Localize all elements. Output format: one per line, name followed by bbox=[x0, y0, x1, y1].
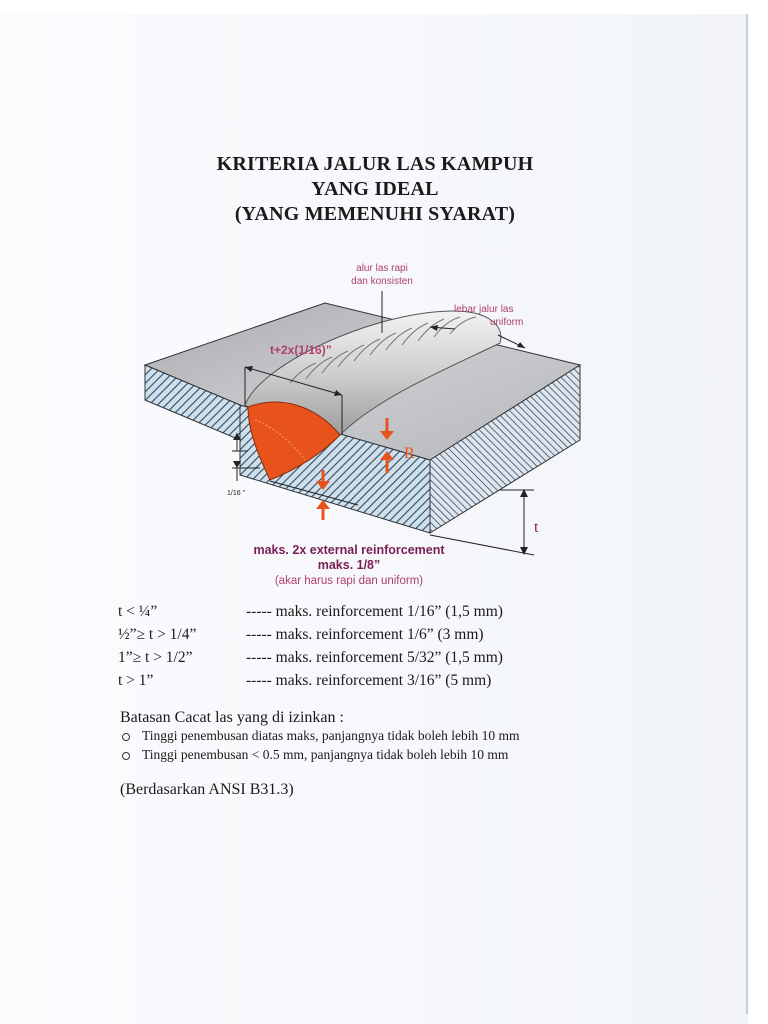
caption-line-1: maks. 2x external reinforcement bbox=[253, 543, 445, 557]
bullet-circle-icon bbox=[122, 752, 130, 760]
defects-heading: Batasan Cacat las yang di izinkan : bbox=[120, 709, 344, 726]
limit-cell: ----- maks. reinforcement 1/16” (1,5 mm) bbox=[246, 603, 503, 620]
limit-cell: ----- maks. reinforcement 5/32” (1,5 mm) bbox=[246, 649, 503, 666]
caption-line-3: (akar harus rapi dan uniform) bbox=[274, 575, 424, 587]
thickness-label: t bbox=[534, 519, 539, 536]
limit-cell: ----- maks. reinforcement 1/6” (3 mm) bbox=[246, 626, 484, 643]
r-label: R bbox=[404, 445, 415, 462]
caption-line-2: maks. 1/8” bbox=[317, 558, 381, 572]
root-dimension-label: 1/16 ” bbox=[227, 490, 245, 497]
bullet-circle-icon bbox=[122, 733, 130, 741]
defect-text: Tinggi penembusan diatas maks, panjangnya tidak boleh lebih 10 mm bbox=[142, 728, 520, 743]
source-reference: (Berdasarkan ANSI B31.3) bbox=[120, 781, 294, 798]
defect-text: Tinggi penembusan < 0.5 mm, panjangnya tidak boleh lebih 10 mm bbox=[142, 747, 509, 762]
thickness-cell: t > 1” bbox=[118, 672, 154, 689]
weld-joint-diagram bbox=[120, 255, 600, 595]
document-title-line-3: (YANG MEMENUHI SYARAT) bbox=[234, 203, 516, 225]
scan-right-margin bbox=[748, 14, 768, 1024]
document-title-line-1: KRITERIA JALUR LAS KAMPUH bbox=[216, 153, 534, 175]
lebar-label-line-2: uniform bbox=[490, 317, 524, 328]
thickness-cell: t < ¼” bbox=[118, 603, 158, 620]
width-formula-label: t+2x(1/16)” bbox=[270, 343, 332, 357]
alur-label-line-2: dan konsisten bbox=[351, 276, 413, 287]
lebar-label-line-1: lebar jalur las bbox=[454, 304, 514, 315]
alur-label-line-1: alur las rapi bbox=[356, 263, 408, 274]
document-title-line-2: YANG IDEAL bbox=[311, 178, 439, 200]
limit-cell: ----- maks. reinforcement 3/16” (5 mm) bbox=[246, 672, 492, 689]
thickness-cell: ½”≥ t > 1/4” bbox=[118, 626, 197, 643]
thickness-cell: 1”≥ t > 1/2” bbox=[118, 649, 193, 666]
scan-top-margin bbox=[0, 0, 768, 14]
